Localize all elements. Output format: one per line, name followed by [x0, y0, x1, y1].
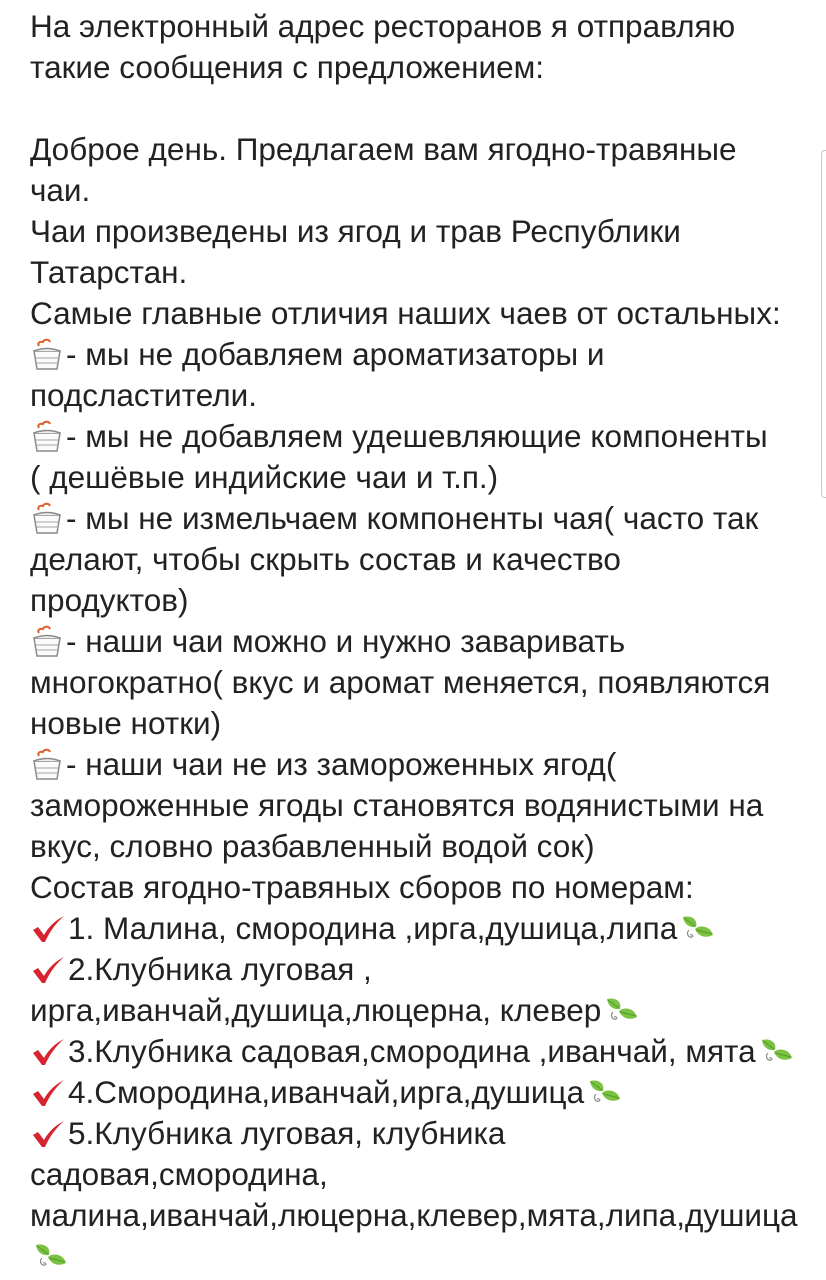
checkmark-icon [30, 955, 66, 985]
difference-item: - мы не добавляем ароматизаторы и [30, 334, 810, 375]
difference-item-continued: подсластители. [30, 377, 257, 413]
checkmark-icon [30, 1037, 66, 1067]
difference-item: - мы не добавляем удешевляющие компоненты [30, 416, 810, 457]
blend-item: 3.Клубника садовая,смородина ,иванчай, мята [30, 1031, 810, 1072]
checkmark-icon [30, 1078, 66, 1108]
difference-item-continued: новые нотки) [30, 705, 222, 741]
origin-line-2: Татарстан. [30, 254, 188, 290]
teacup-icon [30, 625, 64, 659]
scrollbar-thumb[interactable] [821, 150, 826, 498]
leaf-icon [586, 1077, 622, 1109]
leaf-icon [758, 1036, 794, 1068]
difference-item: - наши чаи можно и нужно заваривать [30, 621, 810, 662]
difference-item-continued: ( дешёвые индийские чаи и т.п.) [30, 459, 499, 495]
origin-line-1: Чаи произведены из ягод и трав Республики [30, 213, 681, 249]
checkmark-icon [30, 914, 66, 944]
leaf-icon [32, 1241, 68, 1273]
teacup-icon [30, 748, 64, 782]
difference-item: - наши чаи не из замороженных ягод( [30, 744, 810, 785]
difference-item-continued: вкус, словно разбавленный водой сок) [30, 828, 595, 864]
differences-heading: Самые главные отличия наших чаев от остальных: [30, 295, 781, 331]
difference-item-continued: замороженные ягоды становятся водянистыми на [30, 787, 764, 823]
blend-item-continued [30, 1236, 810, 1277]
blend-item: 1. Малина, смородина ,ирга,душица,липа [30, 908, 810, 949]
difference-item-continued: делают, чтобы скрыть состав и качество [30, 541, 621, 577]
difference-item-continued: многократно( вкус и аромат меняется, появляются [30, 664, 771, 700]
blend-item: 4.Смородина,иванчай,ирга,душица [30, 1072, 810, 1113]
blend-item: 5.Клубника луговая, клубника [30, 1113, 810, 1154]
intro-line-1: На электронный адрес ресторанов я отправляю [30, 8, 736, 44]
blend-item-continued: малина,иванчай,люцерна,клевер,мята,липа,душица [30, 1197, 798, 1233]
message-document [30, 0, 810, 1277]
difference-item-continued: продуктов) [30, 582, 189, 618]
blend-item-continued: садовая,смородина, [30, 1156, 328, 1192]
teacup-icon [30, 502, 64, 536]
blend-item: 2.Клубника луговая , [30, 949, 810, 990]
intro-line-2: такие сообщения с предложением: [30, 49, 544, 85]
teacup-icon [30, 338, 64, 372]
blend-item-continued: ирга,иванчай,душица,люцерна, клевер [30, 990, 810, 1031]
blends-heading: Состав ягодно-травяных сборов по номерам: [30, 869, 694, 905]
difference-item: - мы не измельчаем компоненты чая( часто так [30, 498, 810, 539]
greeting-line-2: чаи. [30, 172, 91, 208]
checkmark-icon [30, 1119, 66, 1149]
teacup-icon [30, 420, 64, 454]
leaf-icon [603, 995, 639, 1027]
greeting-line-1: Доброе день. Предлагаем вам ягодно-травяные [30, 131, 737, 167]
leaf-icon [679, 913, 715, 945]
